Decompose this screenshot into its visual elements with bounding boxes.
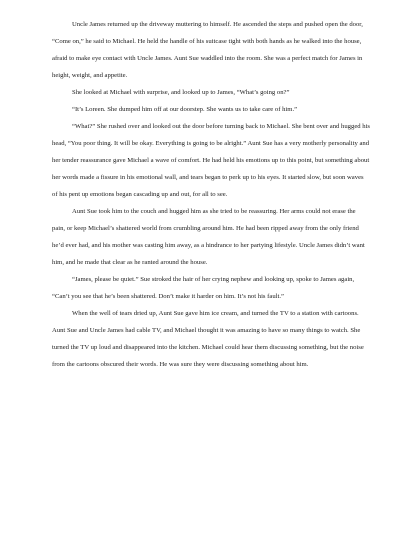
paragraph: She looked at Michael with surprise, and looked up to James, “What’s going on?”: [72, 89, 290, 96]
paragraph: Uncle James returned up the driveway muttering to himself. He ascended the steps and pushed open the door, “Come on,” he said to Michael. He held the handle of his suitcase tight with both hands as he walked into the house, afraid to make eye contact with Uncle James. Aunt Sue waddled into the room. She was a perfect match for James in height, weight, and appetite.: [52, 21, 363, 79]
paragraph: When the well of tears dried up, Aunt Sue gave him ice cream, and turned the TV to a station with cartoons. Aunt Sue and Uncle James had cable TV, and Michael thought it was amazing to have so many things to watch. She turned the TV up loud and disappeared into the kitchen. Michael could hear them discussing something, but the noise from the cartoons obscured their words. He was sure they were discussing something about him.: [52, 310, 364, 368]
paragraph: “What?” She rushed over and looked out the door before turning back to Michael. She bent over and hugged his head, “You poor thing. It will be okay. Everything is going to be alright.” Aunt Sue has a very motherly personality and her tender reassurance gave Michael a wave of comfort. He had held his emotions up to this point, but something about her words made a fissure in his emotional wall, and tears began to perk up to his eyes. It started slow, but soon waves of his pent up emotions began cascading up and out, for all to see.: [52, 123, 371, 198]
document-body: [52, 16, 370, 373]
paragraph: “It’s Loreen. She dumped him off at our doorstep. She wants us to take care of him.”: [72, 106, 298, 113]
paragraph: “James, please be quiet.” Sue stroked the hair of her crying nephew and looking up, spoke to James again, “Can’t you see that he’s been shattered. Don’t make it harder on him. It’s not his fault.”: [52, 276, 355, 300]
paragraph: Aunt Sue took him to the couch and hugged him as she tried to be reassuring. Her arms could not erase the pain, or keep Michael’s shattered world from crumbling around him. He had been ripped away from the only friend he’d ever had, and his mother was casting him away, as a hindrance to her partying lifestyle. Uncle James didn’t want him, and he made that clear as he ranted around the house.: [52, 208, 365, 266]
